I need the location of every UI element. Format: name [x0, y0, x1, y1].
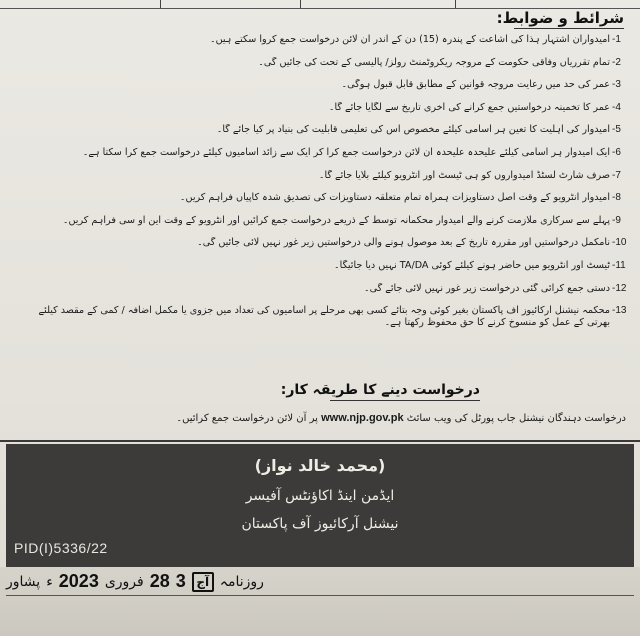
term-item	[20, 124, 630, 136]
term-item	[20, 170, 630, 182]
term-number: -5	[612, 124, 621, 136]
term-number: -1	[612, 34, 621, 45]
footer-rule	[6, 595, 634, 596]
pid-number: PID(I)5336/22	[14, 540, 108, 556]
year-suffix: ء	[46, 573, 53, 590]
terms-heading: شرائط و ضوابط:	[496, 9, 624, 27]
date-month: فروری	[104, 573, 144, 590]
term-item	[20, 283, 630, 295]
term-number: -10	[612, 237, 627, 249]
portal-url-link[interactable]: www.njp.gov.pk	[321, 412, 404, 424]
heading-underline	[514, 28, 624, 29]
term-text: ٹیسٹ اور انٹرویو میں حاضر ہونے کیلئے کوئی TA/DA نہیں دیا جائیگا۔	[334, 259, 610, 271]
term-text: صرف شارٹ لسٹڈ امیدواروں کو ہی ٹیسٹ اور انٹرویو کیلئے بلایا جائے گا۔	[318, 169, 610, 181]
term-number: -6	[612, 146, 621, 158]
apply-heading-underline	[330, 400, 480, 401]
apply-text-before: درخواست دہندگان نیشنل جاب پورٹل کی ویب سائٹ	[406, 413, 626, 424]
term-item	[20, 260, 630, 272]
term-item	[20, 57, 630, 69]
term-item	[20, 147, 630, 159]
apply-heading: درخواست دینے کا طریقہ کار:	[280, 382, 480, 398]
column-tick	[300, 0, 301, 8]
term-item	[20, 305, 630, 329]
term-text: امیدوار انٹرویو کے وقت اصل دستاویزات ہمراہ تمام متعلقہ دستاویزات کی تصدیق شدہ کاپیاں فراہم کریں۔	[179, 192, 610, 204]
term-item	[20, 237, 630, 249]
term-text: محکمہ نیشنل آرکائیوز آف پاکستان بغیر کوئی وجہ بتائے کسی بھی مرحلے پر اسامیوں کی تعداد میں جزوی یا مکمل اضافہ / کمی کے مقصد کیلئے بھرتی کے عمل کو منسوخ کرنے کا حق محفوظ رکھتا ہے۔	[38, 305, 610, 329]
term-number: -2	[612, 56, 621, 68]
top-border	[0, 0, 640, 9]
section-divider	[0, 440, 640, 442]
city-name: پشاور	[6, 573, 41, 590]
newspaper-label: روزنامہ	[219, 573, 264, 590]
apply-text-after: پر آن لائن درخواست جمع کرائیں۔	[176, 413, 318, 424]
term-number: -12	[612, 282, 627, 294]
date-day: 28	[149, 571, 170, 591]
term-text: عمر کا تخمینہ درخواستیں جمع کرانے کی آخری تاریخ سے لگایا جائے گا۔	[328, 101, 610, 113]
signatory-name: (محمد خالد نواز)	[254, 456, 386, 475]
term-text: تمام تقرریاں وفاقی حکومت کے مروجہ ریکروٹمنٹ رولز/ پالیسی کے تحت کی جائیں گی۔	[258, 56, 610, 68]
apply-instructions	[26, 412, 626, 424]
term-text: پہلے سے سرکاری ملازمت کرنے والے امیدوار محکمانہ توسط کے ذریعے درخواست جمع کرائیں اور انٹرویو کے وقت این او سی فراہم کریں۔	[62, 214, 610, 226]
term-item	[20, 34, 630, 46]
newspaper-logo-icon: آج	[192, 572, 214, 592]
term-text: نامکمل درخواستیں اور مقررہ تاریخ کے بعد موصول ہونے والی درخواستیں زیر غور نہیں لائی جائیں گی۔	[197, 237, 610, 249]
column-tick	[455, 0, 456, 8]
signatory-organization: نیشنل آرکائیوز آف پاکستان	[241, 516, 399, 532]
term-text: ایک امیدوار ہر اسامی کیلئے علیحدہ علیحدہ آن لائن درخواست جمع کرا کر ایک سے زائد اسامیوں کیلئے درخواست جمع کرا سکتا ہے۔	[82, 146, 610, 158]
terms-list	[20, 34, 630, 340]
term-number: -4	[612, 101, 621, 113]
term-text: امیدوار کی اہلیت کا تعین ہر اسامی کیلئے مخصوص اس کی تعلیمی قابلیت کی بنیاد پر کیا جائے گا۔	[216, 124, 610, 136]
term-number: -3	[612, 79, 621, 91]
term-number: -11	[612, 259, 626, 271]
term-number: -9	[612, 214, 621, 226]
term-item	[20, 102, 630, 114]
signatory-title: ایڈمن اینڈ اکاؤنٹس آفیسر	[245, 488, 395, 504]
term-item	[20, 215, 630, 227]
term-item	[20, 79, 630, 91]
term-number: -13	[612, 305, 627, 317]
term-number: -7	[612, 169, 621, 181]
term-text: دستی جمع کرائی گئی درخواست زیر غور نہیں لائی جائے گی۔	[363, 282, 610, 294]
term-number: -8	[612, 192, 621, 204]
term-text: امیدواران اشتہار ہذا کی اشاعت کے پندرہ (15) دن کے اندر آن لائن درخواست جمع کروا سکتے ہیں۔	[209, 34, 610, 45]
page-number: 3	[175, 571, 186, 591]
term-item	[20, 192, 630, 204]
term-text: عمر کی حد میں رعایت مروجہ قوانین کے مطابق قابل قبول ہوگی۔	[341, 79, 610, 91]
date-year: 2023	[58, 571, 99, 591]
column-tick	[160, 0, 161, 8]
newspaper-footer	[0, 567, 640, 636]
dateline	[6, 571, 264, 592]
